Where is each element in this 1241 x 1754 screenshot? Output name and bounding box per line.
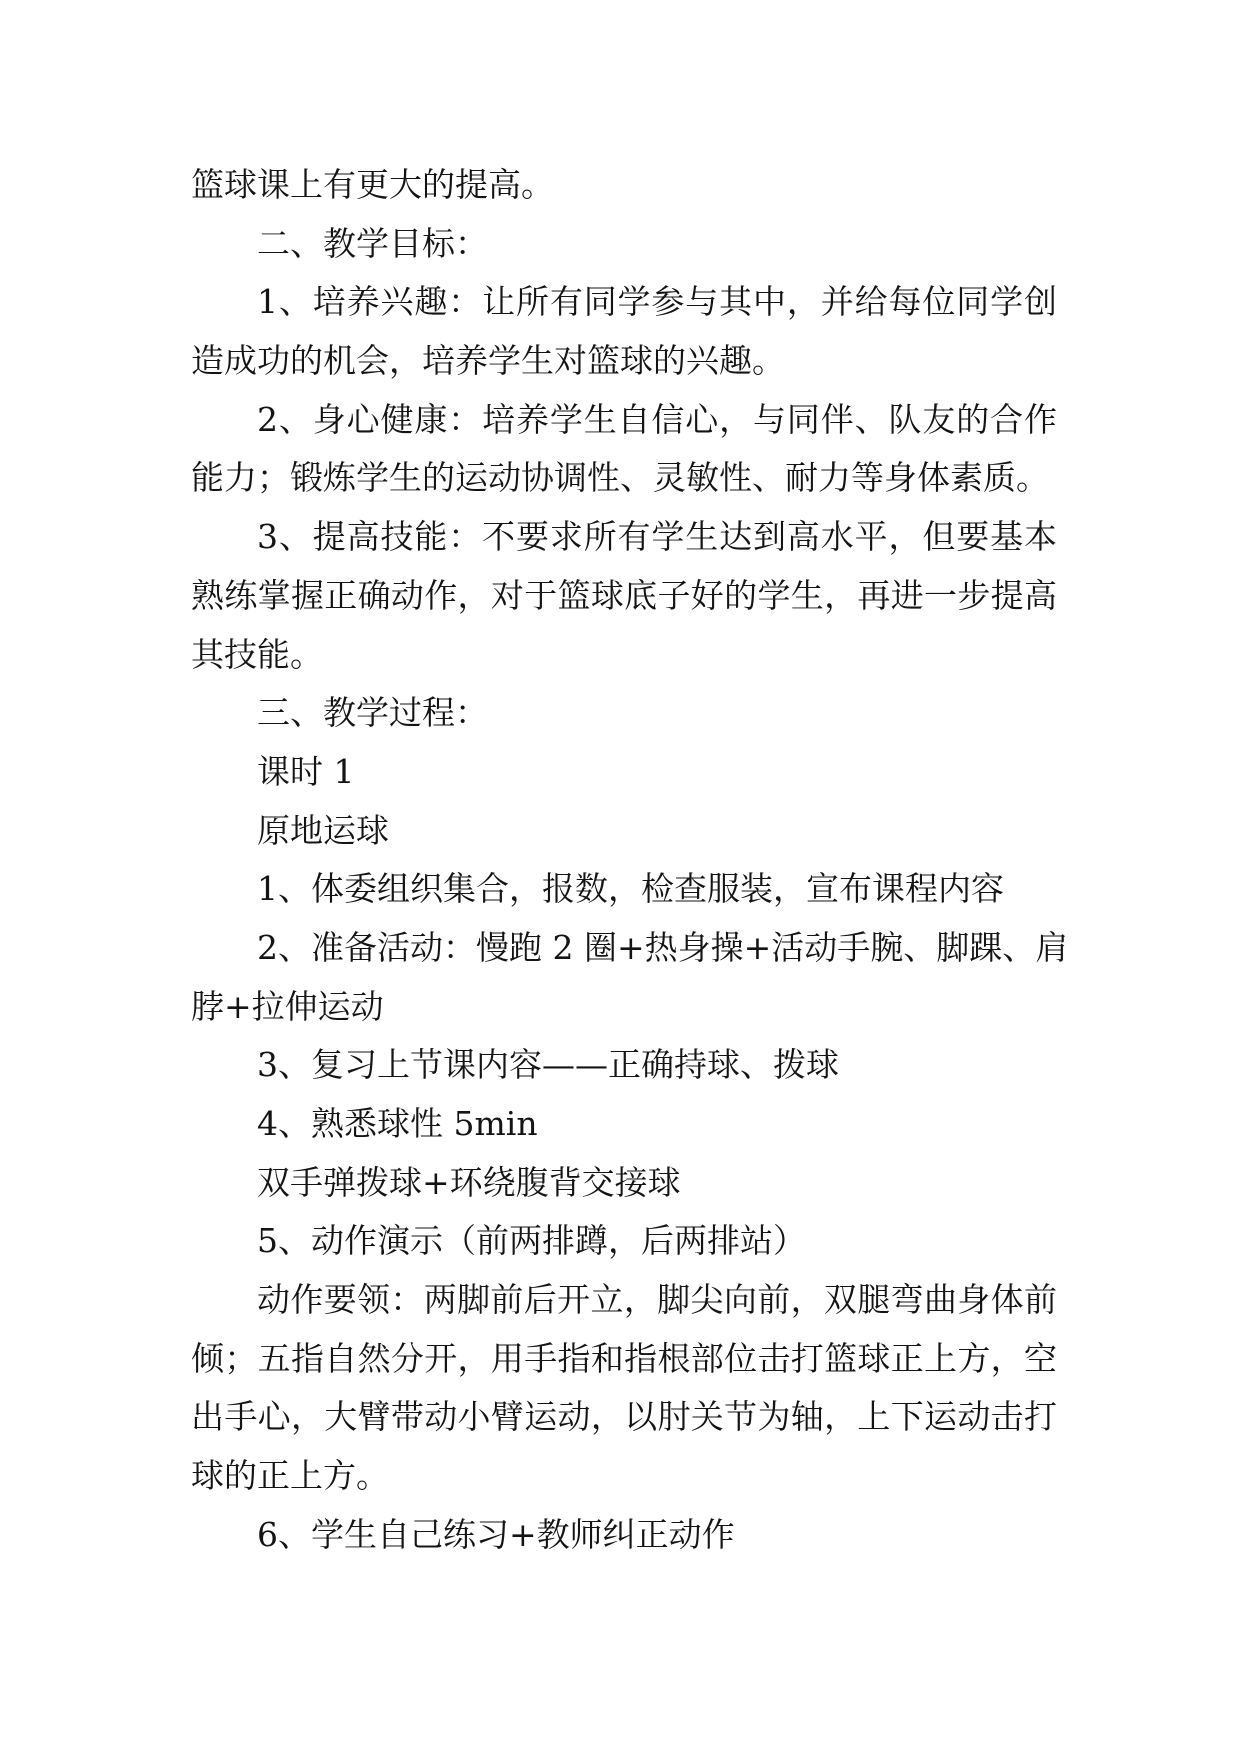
section-heading-process	[191, 684, 1057, 743]
paragraph-line: 出手心，大臂带动小臂运动，以肘关节为轴，上下运动击打	[191, 1397, 1057, 1437]
paragraph-line: 熟练掌握正确动作，对于篮球底子好的学生，再进一步提高	[191, 575, 1057, 615]
paragraph-line: 4、熟悉球性 5min	[257, 1104, 538, 1143]
step-2-warmup	[191, 919, 1069, 1036]
paragraph-line: 造成功的机会，培养学生对篮球的兴趣。	[191, 341, 785, 381]
paragraph-line: 课时 1	[257, 751, 355, 791]
step-4-drill	[191, 1154, 1057, 1213]
step-1-assembly	[191, 860, 1057, 919]
paragraph-line: 能力；锻炼学生的运动协调性、灵敏性、耐力等身体素质。	[191, 458, 1049, 498]
lesson-number	[191, 743, 1057, 802]
step-4-ball-familiarity	[191, 1095, 1057, 1154]
document-body	[191, 156, 1069, 1565]
technique-key-points	[191, 1271, 1057, 1506]
objective-health	[191, 391, 1057, 508]
paragraph-line: 2、身心健康：培养学生自信心，与同伴、队友的合作	[257, 399, 1057, 439]
paragraph-line: 动作要领：两脚前后开立，脚尖向前，双腿弯曲身体前	[257, 1280, 1057, 1320]
paragraph-line: 脖+拉伸运动	[191, 986, 384, 1026]
paragraph-line: 2、准备活动：慢跑 2 圈+热身操+活动手腕、脚踝、肩	[257, 927, 1069, 967]
paragraph-line: 二、教学目标：	[257, 223, 488, 263]
paragraph-line: 其技能。	[191, 634, 323, 674]
section-heading-objectives	[191, 215, 1057, 274]
paragraph-continuation	[191, 156, 1057, 215]
paragraph-line: 3、复习上节课内容——正确持球、拨球	[257, 1045, 839, 1085]
objective-skills	[191, 508, 1057, 684]
paragraph-line: 3、提高技能：不要求所有学生达到高水平，但要基本	[257, 517, 1057, 557]
paragraph-line: 原地运球	[257, 810, 389, 850]
step-6-practice	[191, 1506, 1057, 1565]
paragraph-line: 6、学生自己练习+教师纠正动作	[257, 1514, 735, 1554]
paragraph-line: 5、动作演示（前两排蹲，后两排站）	[257, 1221, 806, 1261]
paragraph-line: 1、体委组织集合，报数，检查服装，宣布课程内容	[257, 869, 1004, 909]
paragraph-line: 球的正上方。	[191, 1456, 389, 1496]
step-5-demonstration	[191, 1212, 1057, 1271]
step-3-review	[191, 1036, 1057, 1095]
paragraph-line: 1、培养兴趣：让所有同学参与其中，并给每位同学创	[257, 282, 1057, 322]
objective-interest	[191, 273, 1057, 390]
paragraph-line: 三、教学过程：	[257, 693, 488, 733]
paragraph-line: 倾；五指自然分开，用手指和指根部位击打篮球正上方，空	[191, 1338, 1057, 1378]
paragraph-line: 双手弹拨球+环绕腹背交接球	[257, 1162, 681, 1202]
lesson-topic	[191, 802, 1057, 861]
paragraph-line: 篮球课上有更大的提高。	[191, 165, 554, 204]
